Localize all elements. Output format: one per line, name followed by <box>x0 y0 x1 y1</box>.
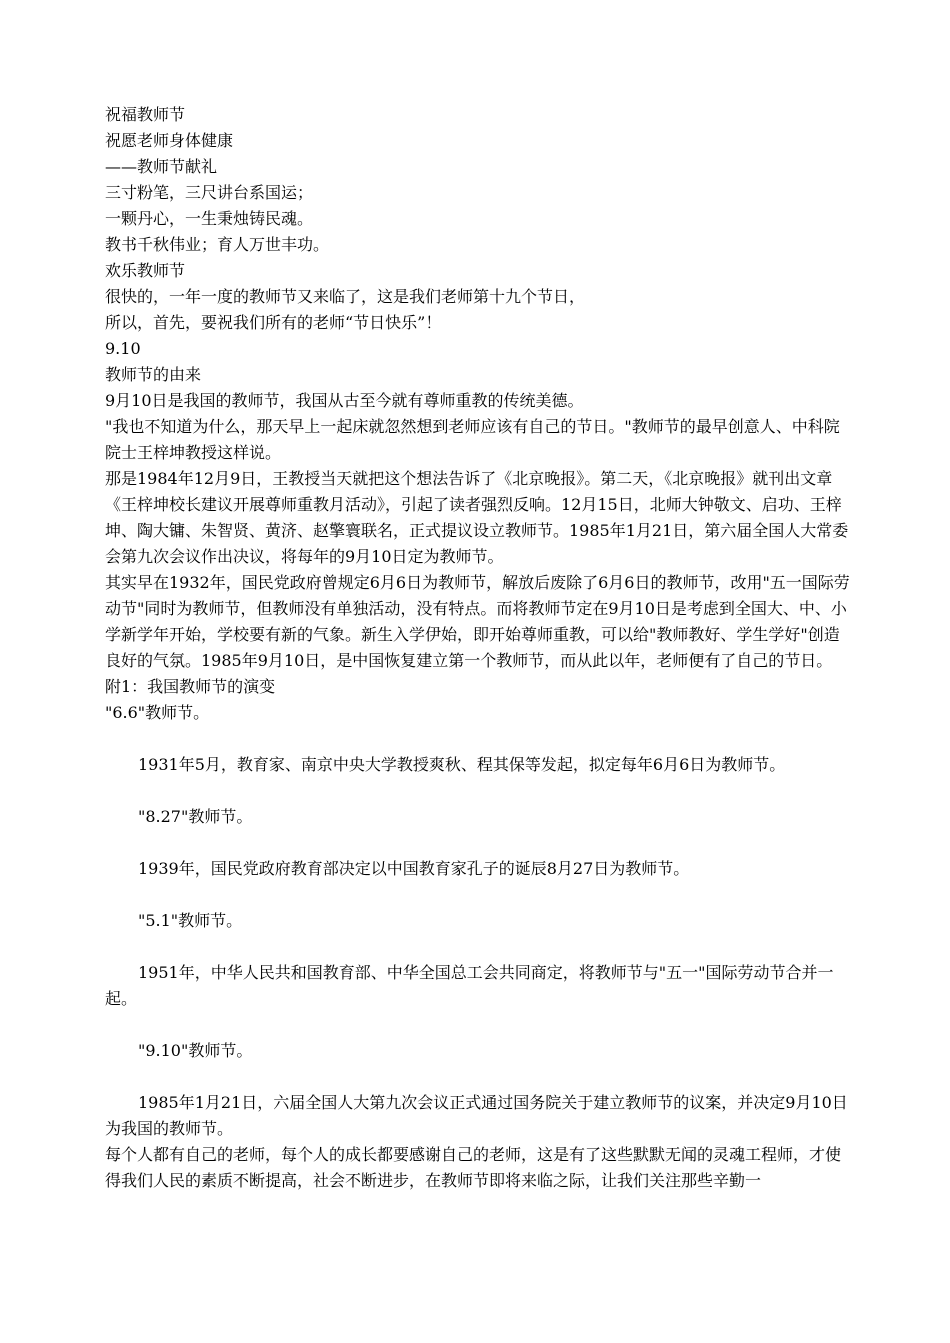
couplet-line-1: 三寸粉笔，三尺讲台系国运； <box>105 183 314 202</box>
origin-intro: 9月10日是我国的教师节，我国从古至今就有尊师重教的传统美德。 <box>105 391 584 410</box>
paragraph-quote: "我也不知道为什么，那天早上一起床就忽然想到老师应该有自己的节日。"教师节的最早创意人、中科院院士王梓坤教授这样说。 <box>105 417 840 462</box>
evolution-item-text: 1951年，中华人民共和国教育部、中华全国总工会共同商定，将教师节与"五一"国际劳动节合并一起。 <box>105 963 834 1008</box>
paragraph-background: 其实早在1932年，国民党政府曾规定6月6日为教师节，解放后废除了6月6日的教师节，改用"五一国际劳动节"同时为教师节，但教师没有单独活动，没有特点。而将教师节定在9月10日是考虑到全国大、中、小学新学年开始，学校要有新的气象。新生入学伊始，即开始尊师重教，可以给"教师教好、学生学好"创造良好的气氛。1985年9月10日，是中国恢复建立第一个教师节，而从此以年，老师便有了自己的节日。 <box>105 573 850 670</box>
paragraph-history: 那是1984年12月9日，王教授当天就把这个想法告诉了《北京晚报》。第二天，《北京晚报》就刊出文章《王梓坤校长建议开展尊师重教月活动》，引起了读者强烈反响。12月15日，北师大钟敬文、启功、王梓坤、陶大镛、朱智贤、黄济、赵擎寰联名，正式提议设立教师节。1985年1月21日，第六届全国人大常委会第九次会议作出决议，将每年的9月10日定为教师节。 <box>105 469 849 566</box>
evolution-item-heading: "8.27"教师节。 <box>138 807 253 826</box>
evolution-item-text: 1939年，国民党政府教育部决定以中国教育家孔子的诞辰8月27日为教师节。 <box>138 859 690 878</box>
appendix-heading: 附1：我国教师节的演变 <box>105 677 276 696</box>
evolution-item-heading: "5.1"教师节。 <box>138 911 243 930</box>
dedication-line: ——教师节献礼 <box>105 157 218 176</box>
section-heading-origin: 教师节的由来 <box>105 365 202 384</box>
evolution-item-text: 1931年5月，教育家、南京中央大学教授爽秋、程其保等发起，拟定每年6月6日为教师节。 <box>138 755 786 774</box>
evolution-item-heading: "6.6"教师节。 <box>105 703 210 722</box>
couplet-line-3: 教书千秋伟业；育人万世丰功。 <box>105 235 330 254</box>
date-line: 9.10 <box>105 339 141 358</box>
evolution-item-text: 1985年1月21日，六届全国人大第九次会议正式通过国务院关于建立教师节的议案，并决定9月10日为我国的教师节。 <box>105 1093 848 1138</box>
couplet-line-2: 一颗丹心，一生秉烛铸民魂。 <box>105 209 314 228</box>
document-body <box>105 102 850 1194</box>
evolution-item-heading: "9.10"教师节。 <box>138 1041 253 1060</box>
greeting-line-1: 很快的，一年一度的教师节又来临了，这是我们老师第十九个节日， <box>105 287 586 306</box>
section-heading-happy: 欢乐教师节 <box>105 261 186 280</box>
title-line: 祝福教师节 <box>105 105 186 124</box>
greeting-line-2: 所以，首先，要祝我们所有的老师“节日快乐”！ <box>105 313 442 332</box>
subtitle-line: 祝愿老师身体健康 <box>105 131 234 150</box>
closing-paragraph: 每个人都有自己的老师，每个人的成长都要感谢自己的老师，这是有了这些默默无闻的灵魂工程师，才使得我们人民的素质不断提高，社会不断进步，在教师节即将来临之际，让我们关注那些辛勤一 <box>105 1145 842 1190</box>
